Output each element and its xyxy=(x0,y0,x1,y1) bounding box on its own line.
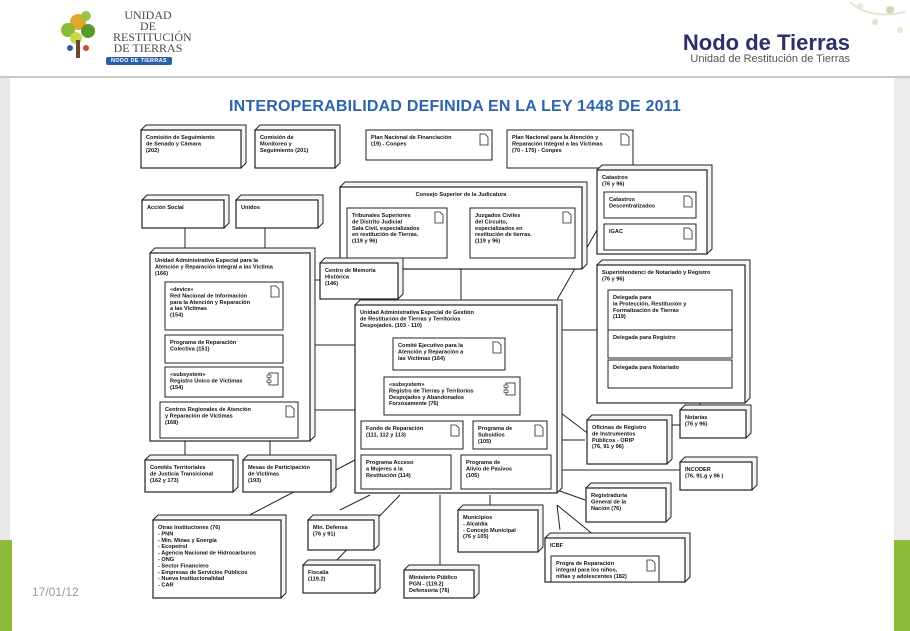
node-label: a Mujeres a la xyxy=(366,466,403,473)
node-label: para la Atención y Reparación xyxy=(170,299,250,306)
node-label: Unidad Administrativa Especial de Gestión xyxy=(360,310,474,316)
node-label: Comisión de xyxy=(260,135,294,141)
incoder-node xyxy=(680,457,757,490)
node-label: (19) - Conpes xyxy=(371,141,407,148)
delegada-proteccion-node xyxy=(608,290,732,336)
node-label: Centro de Memoria xyxy=(325,268,376,274)
registraduria-node xyxy=(586,483,671,522)
comites-territoriales-node xyxy=(145,455,238,492)
programa-alivio-node xyxy=(461,455,551,489)
node-label: del Circuito, xyxy=(475,219,508,226)
node-label: las Víctimas (164) xyxy=(398,355,445,362)
node-label: Monitoreo y xyxy=(260,141,292,148)
node-label: Fondo de Reparación xyxy=(366,426,424,432)
node-label: INCODER xyxy=(685,467,711,473)
node-label: Consejo Superior de la Judicatura xyxy=(415,192,507,198)
node-label: integral para los niños, xyxy=(556,567,618,574)
node-label: Subsidios xyxy=(478,432,505,439)
node-label: Fiscalía xyxy=(308,570,329,576)
node-label: (111, 112 y 113) xyxy=(366,432,406,439)
document-icon xyxy=(684,196,692,207)
node-label: - Agencia Nacional de Hidrocarburos xyxy=(158,550,257,557)
node-label: Registro Único de Víctimas xyxy=(170,378,243,385)
node-label: Delegada para Registro xyxy=(613,335,676,341)
node-label: (119) xyxy=(613,314,626,321)
component-icon xyxy=(504,383,515,395)
footer-accent-left xyxy=(0,540,12,631)
node-label: (162 y 173) xyxy=(150,477,179,484)
node-label: Municipios xyxy=(463,515,493,521)
node-label: - Empresas de Servicios Públicos xyxy=(158,569,248,576)
node-label: Comité Ejecutivo para la xyxy=(398,343,463,349)
node-label: (76, 91.g y 96 ) xyxy=(685,473,724,480)
node-label: Acción Social xyxy=(147,205,184,211)
node-label: Progra de Reparación xyxy=(556,561,615,567)
node-label: (154) xyxy=(170,312,184,319)
node-label: - PNN xyxy=(158,531,174,538)
node-label: de Restitución de Tierras y Territorios xyxy=(360,316,461,323)
centros-regionales-node xyxy=(160,402,298,438)
node-label: Sala Civil, especializados xyxy=(352,225,420,232)
registro-tierras-node xyxy=(384,377,520,415)
node-label: Descentralizados xyxy=(609,203,656,210)
node-label: de Víctimas xyxy=(248,471,280,478)
fondo-reparacion-node xyxy=(361,421,463,449)
node-label: - Nueva Institucionalidad xyxy=(158,576,225,583)
oficinas-registro-node xyxy=(587,415,672,464)
node-label: Oficinas de Registro xyxy=(592,425,647,431)
node-label: Superintendenci de Notariado y Registro xyxy=(602,270,711,276)
node-label: Atención y Reparación Integral a las Víctima xyxy=(155,264,273,271)
node-label: (76 y 96) xyxy=(602,181,625,188)
delegada-registro-node xyxy=(608,330,732,358)
node-label: Registraduría xyxy=(591,493,628,499)
node-label: Nación (76) xyxy=(591,505,622,512)
node-label: «subsystem» xyxy=(170,372,206,378)
document-icon xyxy=(493,342,501,353)
centro-memoria-node xyxy=(320,258,403,299)
node-label: - ONG xyxy=(158,557,175,563)
node-label: - CAR xyxy=(158,582,174,589)
logo-line-2: DE RESTITUCIÓN xyxy=(113,19,192,44)
node-label: Delegada para Notariado xyxy=(613,365,679,371)
page-title: INTEROPERABILIDAD DEFINIDA EN LA LEY 1448 DE 2011 xyxy=(229,98,681,115)
node-label: restitución de tierras. xyxy=(475,232,532,239)
node-label: Red Nacional de Información xyxy=(170,293,248,300)
igac-node xyxy=(604,224,696,250)
node-label: - Ecopetrol xyxy=(158,544,188,551)
node-label: Ministerio Público xyxy=(409,575,458,581)
node-label: Atención y Reparación a xyxy=(398,349,464,356)
node-label: Seguimiento (201) xyxy=(260,147,309,154)
node-label: Otras Instituciones (76) xyxy=(158,525,221,531)
node-label: (105) xyxy=(466,472,480,479)
node-label: (76 y 96) xyxy=(685,421,708,428)
node-label: Defensoría (76) xyxy=(409,587,450,594)
node-label: (76, 91 y 96) xyxy=(592,444,624,451)
node-label: Despojados y Abandonados xyxy=(389,394,465,401)
node-label: (119 y 96) xyxy=(475,238,501,245)
node-label: - Sector Financiero xyxy=(158,563,209,570)
catastros-desc-node xyxy=(604,192,696,218)
brand-subtitle: Unidad de Restitución de Tierras xyxy=(690,53,850,65)
brand-title: Nodo de Tierras xyxy=(682,30,850,55)
otras-instituciones-node xyxy=(153,515,286,598)
node-label: (193) xyxy=(248,477,262,484)
node-label: «device» xyxy=(170,287,194,293)
node-label: (202) xyxy=(146,147,160,154)
node-label: Despojados. (103 - 110) xyxy=(360,322,422,329)
node-label: Programa de Reparación xyxy=(170,340,237,346)
node-label: Forzosamente (76) xyxy=(389,401,439,408)
footer-accent-right xyxy=(894,540,910,631)
programa-subsidios-node xyxy=(473,421,547,449)
node-label: niñas y adolescentes (182) xyxy=(556,573,627,580)
mesas-participacion-node xyxy=(243,455,336,492)
programa-mujeres-node xyxy=(361,455,451,489)
comision-senado-node xyxy=(141,125,246,168)
node-label: Tribunales Superiores xyxy=(352,213,411,219)
juzgados-node xyxy=(470,208,575,258)
node-label: - Concejo Municipal xyxy=(463,527,516,534)
red-nacional-node xyxy=(165,282,283,330)
node-label: (119.2) xyxy=(308,576,326,583)
unidos-node xyxy=(236,195,323,228)
min-defensa-node xyxy=(308,515,379,550)
comite-ejecutivo-node xyxy=(393,338,505,370)
node-label: Histórica xyxy=(325,274,349,281)
node-label: en restitución de Tierras. xyxy=(352,232,419,239)
logo-line-1: UNIDAD xyxy=(124,8,172,22)
node-label: Programa de xyxy=(478,426,513,432)
node-label: General de la xyxy=(591,499,627,506)
plan-financiacion-node xyxy=(366,130,492,160)
node-label: Registro de Tierras y Territorios xyxy=(389,388,474,395)
node-label: a las Víctimas xyxy=(170,306,208,313)
node-label: Programa Acceso xyxy=(366,460,414,466)
node-label: Alivio de Pasivos xyxy=(466,466,513,473)
document-icon xyxy=(451,425,459,436)
document-icon xyxy=(435,212,443,223)
node-label: (76 y 105) xyxy=(463,534,489,541)
node-label: Min. Defensa xyxy=(313,525,348,531)
node-label: Delegada para xyxy=(613,295,652,301)
node-label: - Alcaldía xyxy=(463,521,488,528)
component-icon xyxy=(267,373,278,385)
node-label: Formalización de Tierras xyxy=(613,307,679,314)
node-label: (105) xyxy=(478,438,492,445)
node-label: de Justicia Transicional xyxy=(150,471,214,478)
node-label: Públicos - ORIP xyxy=(592,437,634,444)
document-icon xyxy=(535,425,543,436)
node-label: y Reparación de Víctimas xyxy=(165,413,233,420)
node-label: Unidos xyxy=(241,205,260,211)
node-label: Catastros xyxy=(609,197,635,203)
node-label: «subsystem» xyxy=(389,382,425,388)
node-label: (76 y 96) xyxy=(602,276,625,283)
node-label: Unidad Administrativa Especial para la xyxy=(155,258,259,264)
node-label: Comités Territoriales xyxy=(150,465,206,471)
document-icon xyxy=(621,134,629,145)
node-label: la Protección, Restitución y xyxy=(613,301,687,308)
node-label: de Distrito Judicial xyxy=(352,219,403,226)
notarias-node xyxy=(680,405,751,438)
node-label: especializados en xyxy=(475,225,523,232)
node-label: Programa de xyxy=(466,460,501,466)
plan-atencion-node xyxy=(507,130,633,168)
node-label: (70 - 175) - Conpes xyxy=(512,147,562,154)
node-label: (166) xyxy=(155,270,169,277)
document-icon xyxy=(684,228,692,239)
programa-icbf-node xyxy=(551,556,659,582)
node-label: PGN - (119.2) xyxy=(409,581,444,588)
node-label: Plan Nacional para la Atención y xyxy=(512,135,599,141)
comision-monitoreo-node xyxy=(255,125,340,168)
node-label: de Senado y Cámara xyxy=(146,141,202,148)
node-label: Notarías xyxy=(685,415,708,421)
registro-unico-node xyxy=(165,367,283,397)
node-label: Juzgados Civiles xyxy=(475,213,521,219)
footer-date: 17/01/12 xyxy=(32,585,79,599)
node-label: - Min. Minas y Energía xyxy=(158,537,217,544)
node-label: Restitución (114) xyxy=(366,472,411,479)
node-label: ICBF xyxy=(550,543,564,549)
node-label: (76 y 91) xyxy=(313,531,336,538)
delegada-notariado-node xyxy=(608,360,732,388)
node-label: (119 y 96) xyxy=(352,238,378,245)
node-label: Comisión de Seguimiento xyxy=(146,135,215,141)
node-label: (154) xyxy=(170,384,184,391)
node-label: de Instrumentos xyxy=(592,431,636,438)
fiscalia-node xyxy=(303,560,380,593)
node-label: Reparación Integral a las Víctimas xyxy=(512,141,603,148)
node-label: IGAC xyxy=(609,229,623,235)
municipios-node xyxy=(458,505,543,552)
logo-badge: NODO DE TIERRAS xyxy=(106,57,172,65)
node-label: Plan Nacional de Financiación xyxy=(371,135,452,141)
node-label: (146) xyxy=(325,280,339,287)
node-label: Catastros xyxy=(602,175,628,181)
document-icon xyxy=(647,560,655,571)
document-icon xyxy=(480,134,488,145)
document-icon xyxy=(286,406,294,417)
document-icon xyxy=(563,212,571,223)
accion-social-node xyxy=(142,195,229,228)
document-icon xyxy=(271,286,279,297)
tribunales-node xyxy=(347,208,447,258)
programa-reparacion-node xyxy=(165,335,283,363)
ministerio-publico-node xyxy=(404,565,479,598)
node-label: Mesas de Participación xyxy=(248,465,310,471)
node-label: Colectiva (151) xyxy=(170,346,210,353)
logo-line-3: DE TIERRAS xyxy=(113,41,183,55)
node-label: (168) xyxy=(165,419,179,426)
node-label: Centros Regionales de Atención xyxy=(165,407,251,413)
